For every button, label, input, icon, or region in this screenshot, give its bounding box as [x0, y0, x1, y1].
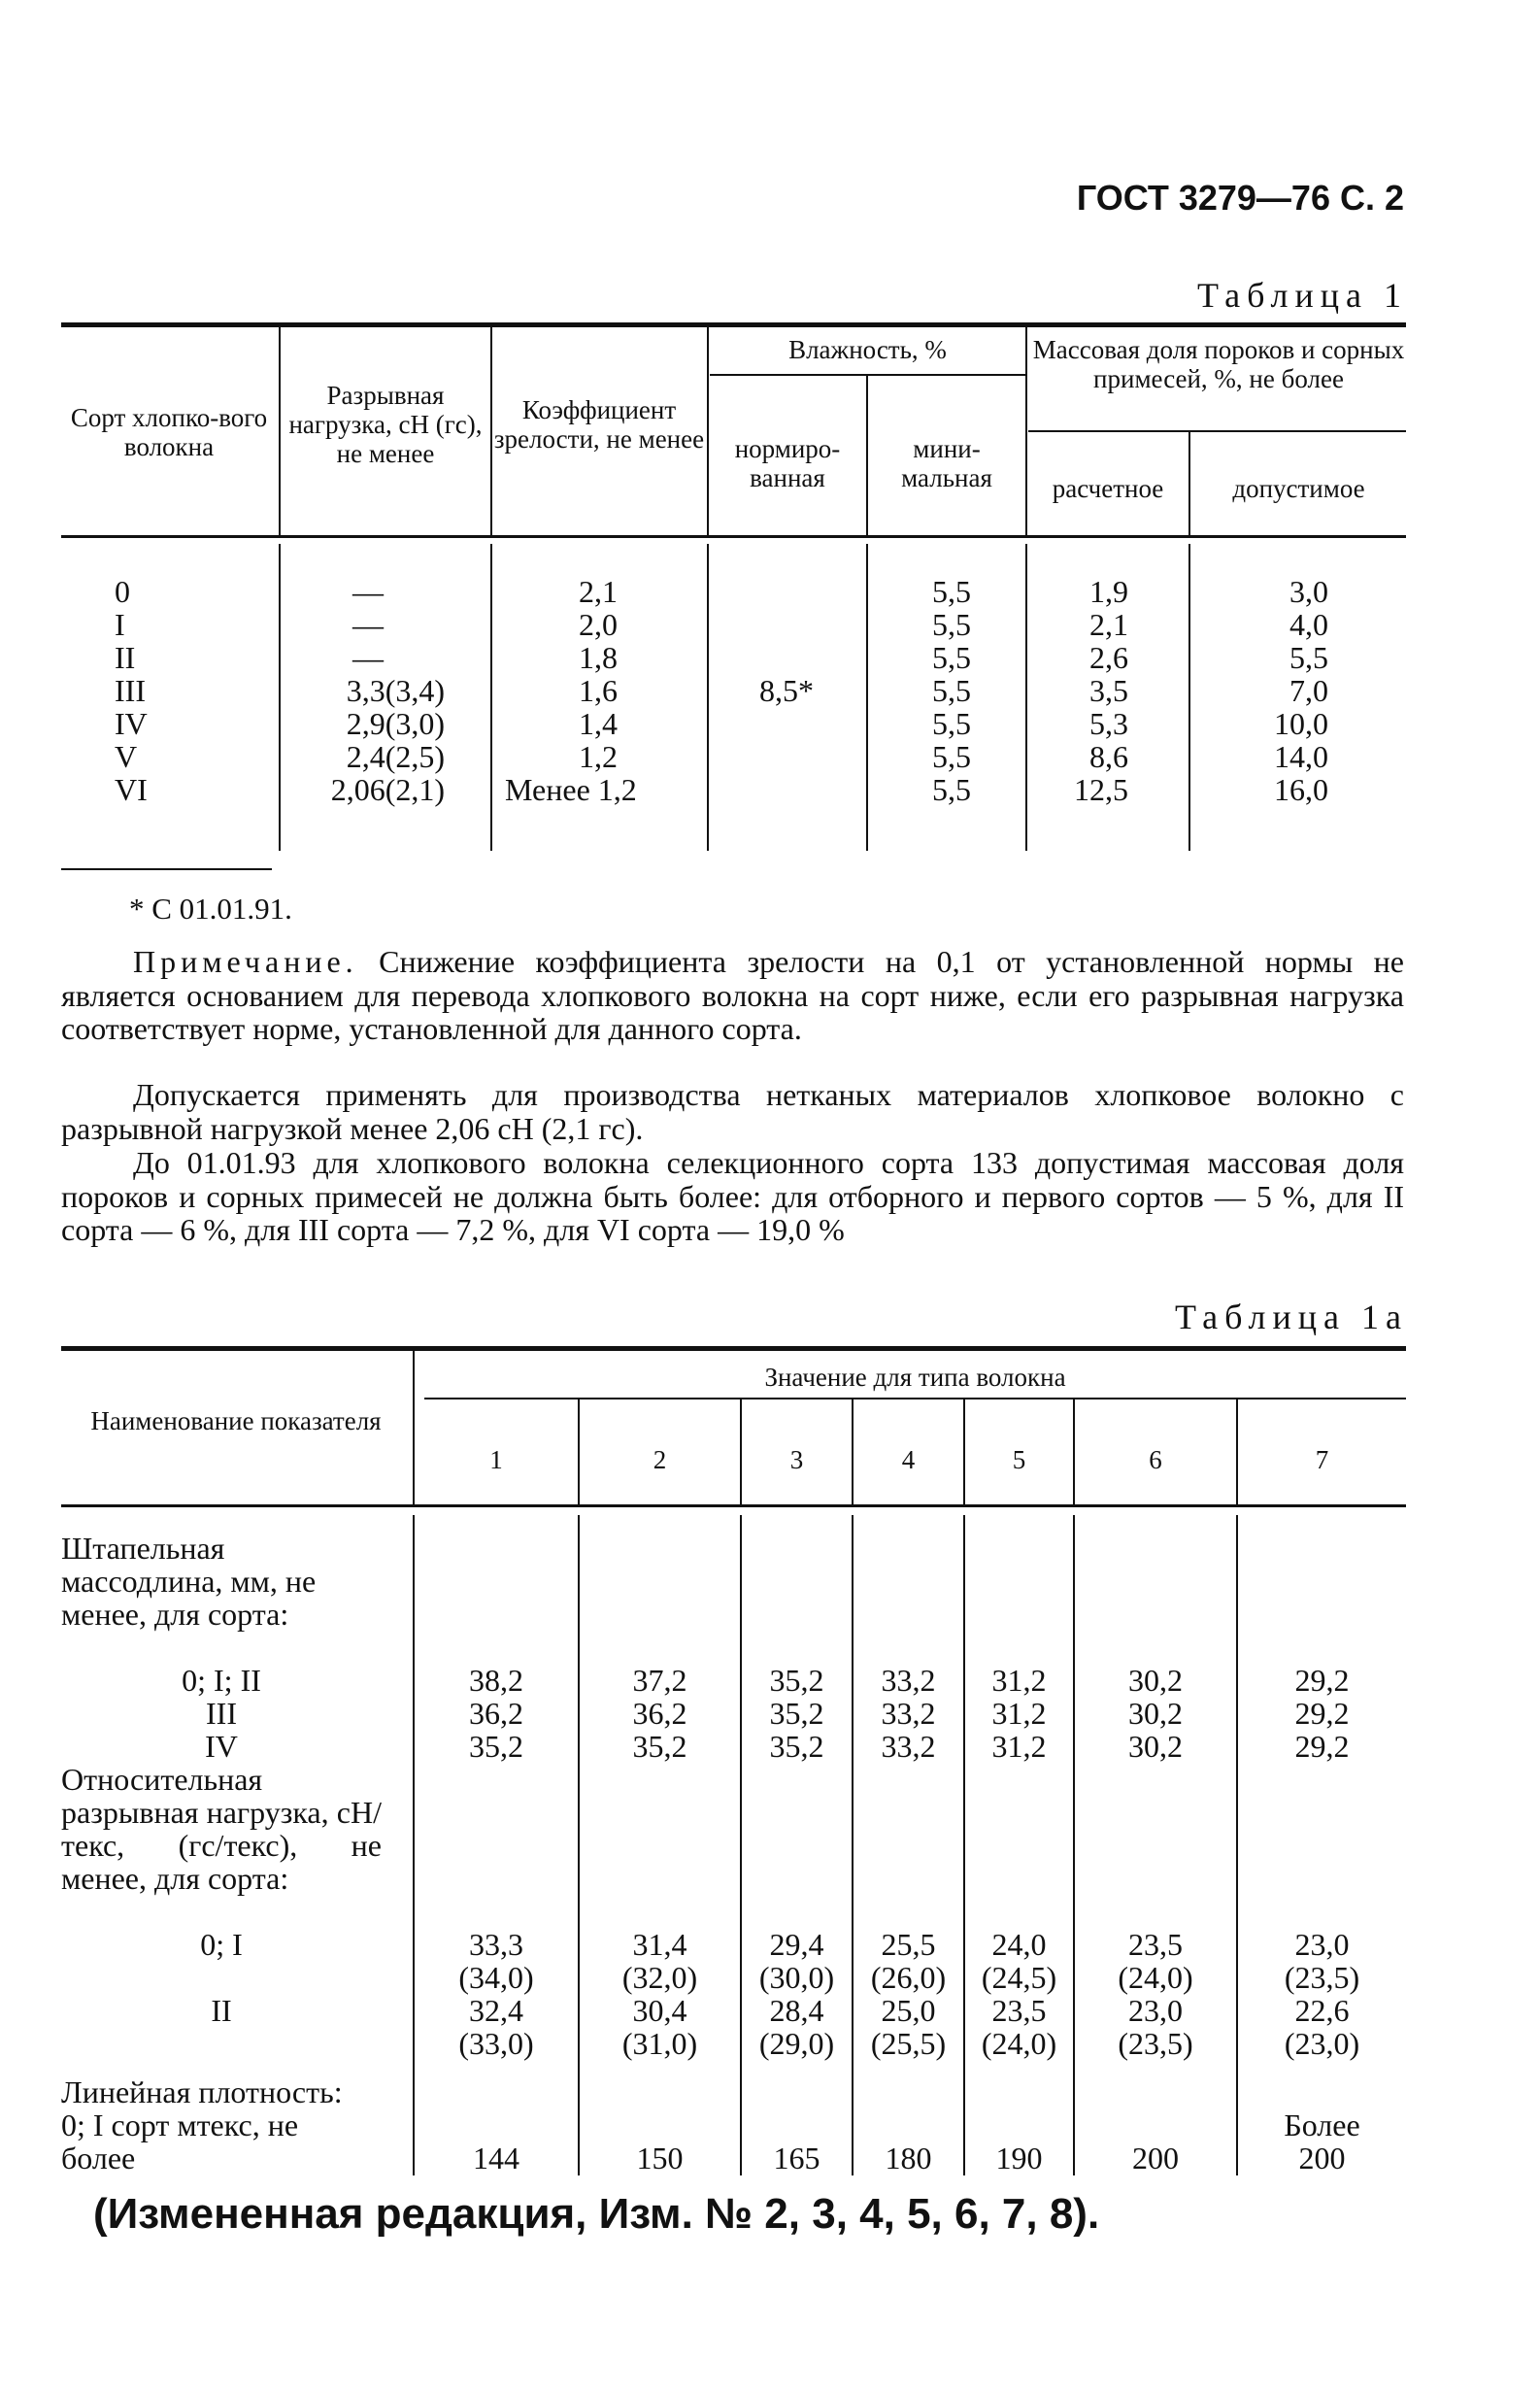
- indicator-linear-density: Линейная плотность: 0; I сорт мтекс, не более: [61, 2074, 343, 2175]
- table1-col-sep: [490, 544, 492, 851]
- document-reference: ГОСТ 3279—76 С. 2: [1076, 178, 1404, 218]
- table1a-col-sep: [413, 1351, 415, 1504]
- table1-caption: Таблица 1: [1197, 276, 1408, 315]
- column-grade: [115, 575, 173, 806]
- table1a-col-sep: [740, 1515, 742, 2175]
- note-paragraph-1: [61, 945, 1404, 1046]
- table1a-col-sep: [963, 1515, 965, 2175]
- maturity-cell: 1,2: [579, 739, 618, 774]
- maturity-cell: 2,0: [579, 607, 618, 642]
- value-cell: 35,2: [632, 1729, 687, 1764]
- value-cell: 144: [473, 2141, 519, 2175]
- value-cell: 24,0: [991, 1927, 1047, 1962]
- header-grade: Сорт хлопко-вого волокна: [70, 403, 268, 461]
- table1-col-sep: [1188, 544, 1190, 851]
- note-label: Примечание.: [133, 944, 358, 979]
- value-cell: 37,2: [632, 1663, 687, 1698]
- table1-col-sep: [1025, 327, 1027, 535]
- note-paragraph-3: До 01.01.93 для хлопкового волокна селекционного сорта 133 допустимая массовая доля пороков и сорных примесей не должна быть более: для отборного и первого сортов — 5 %, для II сорта — 6 %, для III сорта — 7,2 %, для VI сорта — 19,0 %: [61, 1145, 1404, 1247]
- fiber-type-2: 2: [653, 1445, 667, 1474]
- table1-col-sep: [279, 327, 281, 535]
- table1-col-sep: [707, 327, 709, 535]
- fiber-type-5: 5: [1012, 1445, 1026, 1474]
- humidity-min-cell: 5,5: [932, 607, 971, 642]
- header-humidity: Влажность, %: [788, 335, 947, 364]
- defects-calc-cell: 2,6: [1089, 640, 1128, 675]
- value-cell: (34,0): [458, 1960, 534, 1995]
- value-cell: (26,0): [870, 1960, 947, 1995]
- defects-allowed-cell: 5,5: [1289, 640, 1328, 675]
- value-cell: 30,2: [1128, 1663, 1183, 1698]
- value-cell: 25,5: [881, 1927, 936, 1962]
- table1-col-sep: [279, 544, 281, 851]
- value-cell: 35,2: [469, 1729, 523, 1764]
- grade-cell: III: [115, 673, 146, 708]
- value-cell: 29,2: [1294, 1696, 1350, 1731]
- load-cell: —: [352, 640, 384, 675]
- value-cell: (25,5): [870, 2026, 947, 2061]
- header-defects: Массовая доля пороков и сорных примесей, %, не более: [1032, 335, 1405, 393]
- load-cell: 3,3(3,4): [346, 673, 445, 708]
- column-defects-allowed: [1214, 575, 1328, 806]
- table1a-header-rule: [61, 1504, 1406, 1507]
- table1a-types-rule: [424, 1398, 1406, 1399]
- value-cell: 35,2: [769, 1729, 824, 1764]
- value-cell: Более 200: [1284, 2107, 1360, 2175]
- column-breaking-load: [291, 575, 445, 806]
- row-grade-label: 0; I: [200, 1927, 243, 1962]
- table1a-caption: Таблица 1а: [1175, 1298, 1408, 1336]
- table1-col-sep: [1025, 544, 1027, 851]
- value-cell: (32,0): [621, 1960, 698, 1995]
- value-cell: 38,2: [469, 1663, 523, 1698]
- value-cell: 180: [885, 2141, 932, 2175]
- value-cell: 31,2: [991, 1696, 1047, 1731]
- value-cell: (23,0): [1284, 2026, 1360, 2061]
- value-cell: 30,2: [1128, 1696, 1183, 1731]
- note-paragraph-2: Допускается применять для производства нетканых материалов хлопковое волокно с разрывной нагрузкой менее 2,06 сН (2,1 гс).: [61, 1077, 1404, 1146]
- maturity-cell: 2,1: [579, 574, 618, 609]
- value-cell: (29,0): [758, 2026, 835, 2061]
- revision-note: (Измененная редакция, Изм. № 2, 3, 4, 5, 6, 7, 8).: [93, 2190, 1100, 2238]
- table1-col-sep: [866, 374, 868, 535]
- grade-cell: VI: [115, 772, 148, 807]
- table1a-col-sep: [1236, 1515, 1238, 2175]
- table1a-col-sep: [413, 1515, 415, 2175]
- header-fiber-type-value: Значение для типа волокна: [764, 1363, 1066, 1392]
- grade-cell: IV: [115, 706, 148, 741]
- value-cell: 36,2: [632, 1696, 687, 1731]
- table1-col-sep: [1188, 430, 1190, 535]
- value-cell: 31,4: [632, 1927, 687, 1962]
- value-cell: 190: [995, 2141, 1043, 2175]
- defects-allowed-cell: 7,0: [1289, 673, 1328, 708]
- value-cell: 23,5: [991, 1993, 1047, 2028]
- grade-cell: V: [115, 739, 138, 774]
- maturity-cell: 1,8: [579, 640, 618, 675]
- value-cell: 36,2: [469, 1696, 523, 1731]
- maturity-cell: 1,4: [579, 706, 618, 741]
- humidity-min-cell: 5,5: [932, 640, 971, 675]
- value-cell: (23,5): [1118, 2026, 1193, 2061]
- header-defects-allowed: допустимое: [1232, 474, 1365, 503]
- value-cell: (24,0): [981, 2026, 1057, 2061]
- defects-allowed-cell: 4,0: [1289, 607, 1328, 642]
- value-cell: 30,4: [632, 1993, 687, 2028]
- maturity-cell: Менее 1,2: [505, 772, 637, 807]
- table1a-col-sep: [578, 1515, 580, 2175]
- humidity-min-cell: 5,5: [932, 673, 971, 708]
- load-cell: 2,4(2,5): [346, 739, 445, 774]
- value-cell: 33,2: [881, 1729, 936, 1764]
- column-maturity: [505, 574, 637, 807]
- fiber-type-4: 4: [901, 1445, 916, 1474]
- table1-top-rule: [61, 322, 1406, 327]
- table1a-top-rule: [61, 1346, 1406, 1351]
- column-humidity-min: [874, 575, 971, 806]
- humidity-min-cell: 5,5: [932, 739, 971, 774]
- value-cell: (23,5): [1284, 1960, 1360, 1995]
- table1a-col-sep: [1073, 1515, 1075, 2175]
- value-cell: 31,2: [991, 1729, 1047, 1764]
- defects-allowed-cell: 10,0: [1274, 706, 1328, 741]
- value-cell: 33,2: [881, 1696, 936, 1731]
- fiber-type-6: 6: [1149, 1445, 1162, 1474]
- maturity-cell: 1,6: [579, 673, 618, 708]
- table1-col-sep: [866, 544, 868, 851]
- header-humidity-minimal: мини-мальная: [901, 434, 992, 492]
- value-cell: 29,4: [769, 1927, 824, 1962]
- header-maturity: Коэффициент зрелости, не менее: [493, 395, 705, 454]
- value-cell: 150: [636, 2141, 684, 2175]
- humidity-min-cell: 5,5: [932, 772, 971, 807]
- humidity-min-cell: 5,5: [932, 574, 971, 609]
- value-cell: 23,0: [1128, 1993, 1183, 2028]
- row-grade-label: II: [211, 1993, 232, 2028]
- defects-calc-cell: 5,3: [1089, 706, 1128, 741]
- row-grade-label: IV: [205, 1729, 238, 1764]
- fiber-type-7: 7: [1315, 1445, 1329, 1474]
- value-cell: 33,2: [881, 1663, 936, 1698]
- indicator-staple-length: Штапельная массодлина, мм, не менее, для сорта:: [61, 1531, 317, 1632]
- defects-allowed-cell: 14,0: [1274, 739, 1328, 774]
- table1-footnote: * С 01.01.91.: [129, 892, 292, 926]
- column-defects-calculated: [1049, 575, 1128, 806]
- value-cell: 22,6: [1294, 1993, 1350, 2028]
- defects-calc-cell: 12,5: [1074, 772, 1128, 807]
- value-cell: 25,0: [881, 1993, 936, 2028]
- header-defects-calculated: расчетное: [1052, 474, 1164, 503]
- table1-header-rule: [61, 535, 1406, 538]
- value-cell: 35,2: [769, 1696, 824, 1731]
- load-cell: —: [352, 574, 384, 609]
- note-text: Снижение коэффициента зрелости на 0,1 от установленной нормы не является основанием для перевода хлопкового волокна на сорт ниже, если его разрывная нагрузка соответствует норме, установленной для данного сорта.: [61, 944, 1405, 1046]
- grade-cell: II: [115, 640, 136, 675]
- row-grade-label: 0; I; II: [182, 1663, 261, 1698]
- defects-calc-cell: 2,1: [1089, 607, 1128, 642]
- defects-allowed-cell: 16,0: [1274, 772, 1328, 807]
- value-cell: 33,3: [469, 1927, 523, 1962]
- defects-allowed-cell: 3,0: [1289, 574, 1328, 609]
- header-humidity-normalized: нормиро-ванная: [734, 434, 841, 492]
- fiber-type-3: 3: [789, 1445, 804, 1474]
- row-grade-label: III: [206, 1696, 237, 1731]
- load-cell: —: [352, 607, 384, 642]
- humidity-min-cell: 5,5: [932, 706, 971, 741]
- table1-col-sep: [707, 544, 709, 851]
- value-cell: 23,5: [1128, 1927, 1183, 1962]
- value-cell: 29,2: [1294, 1729, 1350, 1764]
- header-indicator-name: Наименование показателя: [90, 1406, 382, 1435]
- fiber-type-1: 1: [489, 1445, 503, 1474]
- value-cell: (31,0): [621, 2026, 698, 2061]
- value-cell: 35,2: [769, 1663, 824, 1698]
- defects-calc-cell: 3,5: [1089, 673, 1128, 708]
- table1-defects-rule: [1028, 430, 1406, 432]
- value-cell: 32,4: [469, 1993, 523, 2028]
- table1a-col-sep: [852, 1515, 854, 2175]
- value-cell: (33,0): [458, 2026, 534, 2061]
- value-cell: 165: [773, 2141, 820, 2175]
- defects-calc-cell: 1,9: [1089, 574, 1128, 609]
- defects-calc-cell: 8,6: [1089, 739, 1128, 774]
- footnote-rule: [61, 868, 272, 870]
- value-cell: (24,5): [981, 1960, 1057, 1995]
- grade-cell: I: [115, 607, 125, 642]
- load-cell: 2,9(3,0): [346, 706, 445, 741]
- table1-col-sep: [490, 327, 492, 535]
- header-breaking-load: Разрывная нагрузка, сН (гс), не менее: [288, 381, 483, 468]
- value-cell: 28,4: [769, 1993, 824, 2028]
- value-cell: 200: [1132, 2141, 1179, 2175]
- value-cell: 29,2: [1294, 1663, 1350, 1698]
- grade-cell: 0: [115, 574, 130, 609]
- load-cell: 2,06(2,1): [330, 772, 445, 807]
- humidity-normalized-value: 8,5*: [759, 673, 814, 708]
- indicator-relative-breaking-load: Относительная разрывная нагрузка, сН/текс, (гс/текс), не менее, для сорта:: [61, 1762, 382, 1896]
- value-cell: (30,0): [758, 1960, 835, 1995]
- value-cell: (24,0): [1118, 1960, 1193, 1995]
- value-cell: 23,0: [1294, 1927, 1350, 1962]
- value-cell: 31,2: [991, 1663, 1047, 1698]
- value-cell: 30,2: [1128, 1729, 1183, 1764]
